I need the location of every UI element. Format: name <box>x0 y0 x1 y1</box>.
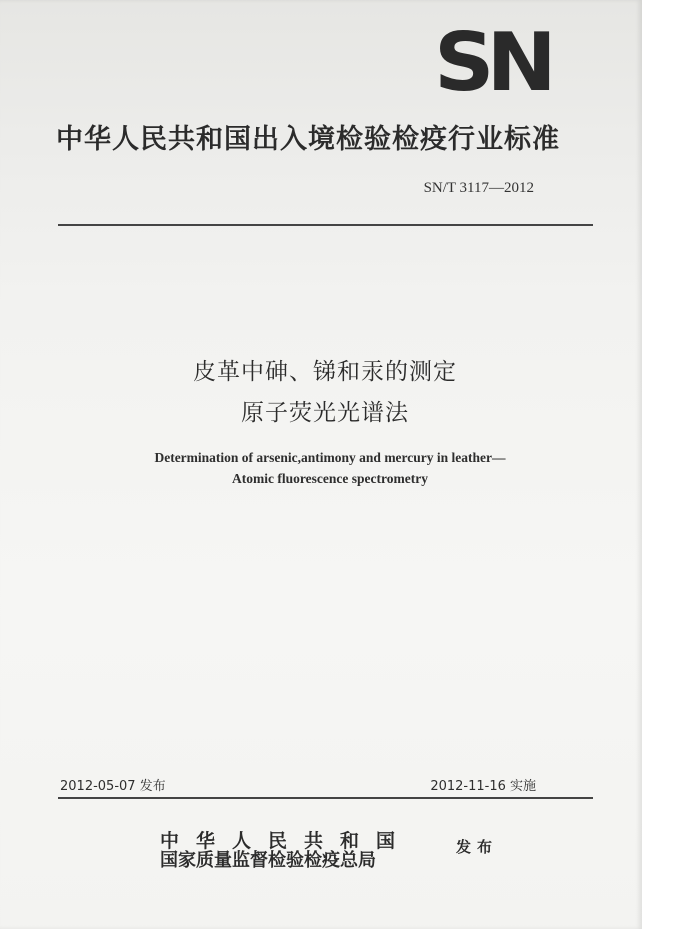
title-cn-line2: 原子荧光光谱法 <box>241 400 409 426</box>
title-en-line2: Atomic fluorescence spectrometry <box>232 471 428 486</box>
title-en-line1: Determination of arsenic,antimony and mercury in leather— <box>154 450 506 465</box>
publish-label: 发布 <box>456 838 499 856</box>
issuer-line1: 中华人民共和国 <box>160 830 413 852</box>
standard-code: SN/T 3117—2012 <box>423 180 534 196</box>
issuer-line2: 国家质量监督检验检疫总局 <box>160 850 376 871</box>
implementation-date: 2012-11-16 实施 <box>430 779 536 794</box>
standard-category-title: 中华人民共和国出入境检验检疫行业标准 <box>56 124 560 155</box>
sn-logo: SN <box>434 30 549 95</box>
top-divider <box>58 224 593 226</box>
title-cn-line1: 皮革中砷、锑和汞的测定 <box>193 359 457 385</box>
issue-date: 2012-05-07 发布 <box>60 779 166 794</box>
bottom-divider <box>58 797 593 799</box>
